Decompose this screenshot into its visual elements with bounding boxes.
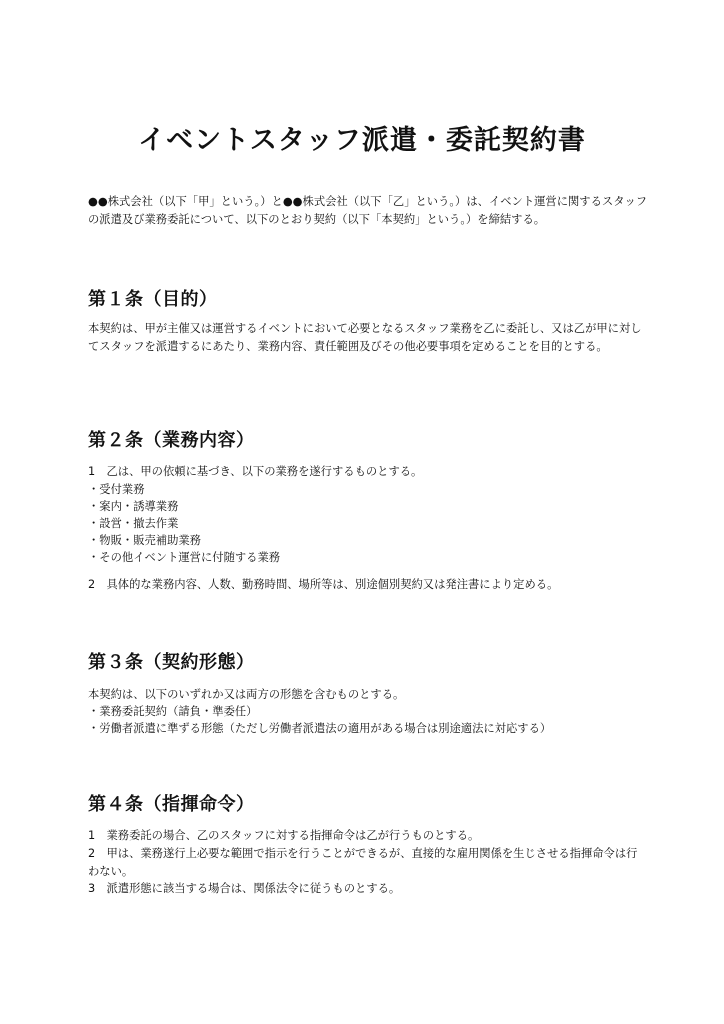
article-3-heading: 第３条（契約形態） <box>88 652 255 673</box>
article-2-item-sales: ・物販・販売補助業務 <box>88 534 201 547</box>
article-2-heading: 第２条（業務内容） <box>88 430 255 451</box>
article-3-line-1: 本契約は、以下のいずれか又は両方の形態を含むものとする。 <box>88 688 405 701</box>
article-4-line-2: 2 甲は、業務遂行上必要な範囲で指示を行うことができるが、直接的な雇用関係を生じさせる指揮命令は行わない。 <box>88 847 638 878</box>
article-1-body: 本契約は、甲が主催又は運営するイベントにおいて必要となるスタッフ業務を乙に委託し、又は乙が甲に対してスタッフを派遣するにあたり、業務内容、責任範囲及びその他必要事項を定めることを目的とする。 <box>88 322 642 353</box>
article-1-heading: 第１条（目的） <box>88 289 218 310</box>
article-4-heading: 第４条（指揮命令） <box>88 794 255 815</box>
article-2-item-reception: ・受付業務 <box>88 483 145 496</box>
article-4-line-3: 3 派遣形態に該当する場合は、関係法令に従うものとする。 <box>88 882 401 895</box>
article-2-line-2: 2 具体的な業務内容、人数、勤務時間、場所等は、別途個別契約又は発注書により定める。 <box>88 578 559 591</box>
article-4-line-1: 1 業務委託の場合、乙のスタッフに対する指揮命令は乙が行うものとする。 <box>88 829 480 842</box>
document-title: イベントスタッフ派遣・委託契約書 <box>138 125 586 156</box>
intro-paragraph: ●●株式会社（以下「甲」という。）と●●株式会社（以下「乙」という。）は、イベント運営に関するスタッフの派遣及び業務委託について、以下のとおり契約（以下「本契約」という。）を締結する。 <box>88 195 648 226</box>
article-2-item-guidance: ・案内・誘導業務 <box>88 500 179 513</box>
article-3-item-outsourcing: ・業務委託契約（請負・準委任） <box>88 705 258 718</box>
article-2-item-other: ・その他イベント運営に付随する業務 <box>88 551 281 564</box>
article-2-item-setup: ・設営・撤去作業 <box>88 517 179 530</box>
article-3-item-dispatch: ・労働者派遣に準ずる形態（ただし労働者派遣法の適用がある場合は別途適法に対応する） <box>88 722 552 735</box>
article-2-line-1: 1 乙は、甲の依頼に基づき、以下の業務を遂行するものとする。 <box>88 465 423 478</box>
